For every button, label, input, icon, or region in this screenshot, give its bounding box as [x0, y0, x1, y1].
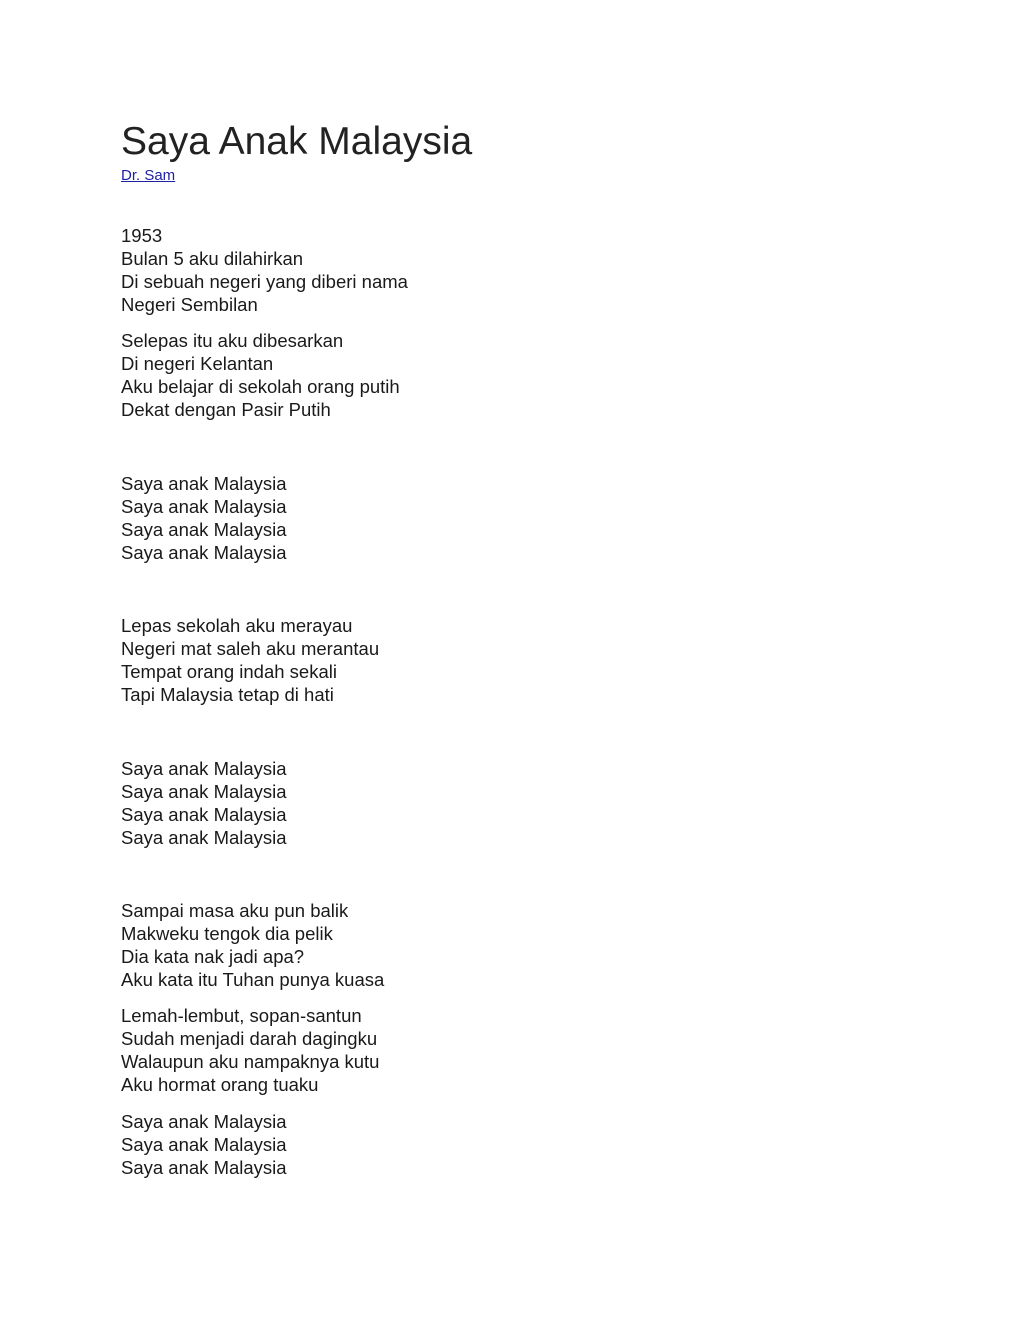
lyric-line: Tempat orang indah sekali: [121, 661, 337, 682]
lyric-line: Saya anak Malaysia: [121, 542, 287, 563]
lyric-line: Saya anak Malaysia: [121, 827, 287, 848]
stanza-8: [121, 1110, 287, 1179]
lyric-line: Saya anak Malaysia: [121, 519, 287, 540]
lyric-line: Saya anak Malaysia: [121, 1111, 287, 1132]
lyric-line: Lepas sekolah aku merayau: [121, 615, 353, 636]
stanza-6: [121, 899, 384, 991]
lyric-line: Walaupun aku nampaknya kutu: [121, 1051, 380, 1072]
lyric-line: Negeri mat saleh aku merantau: [121, 638, 380, 659]
lyric-line: Aku kata itu Tuhan punya kuasa: [121, 969, 385, 990]
lyric-line: Makweku tengok dia pelik: [121, 923, 333, 944]
lyric-line: Aku belajar di sekolah orang putih: [121, 376, 400, 397]
lyric-line: Dia kata nak jadi apa?: [121, 946, 305, 967]
lyric-line: Saya anak Malaysia: [121, 804, 287, 825]
lyric-line: Negeri Sembilan: [121, 294, 258, 315]
lyric-line: Selepas itu aku dibesarkan: [121, 330, 344, 351]
lyric-line: Saya anak Malaysia: [121, 1134, 287, 1155]
lyric-line: Saya anak Malaysia: [121, 496, 287, 517]
lyric-line: Aku hormat orang tuaku: [121, 1074, 319, 1095]
stanza-7: [121, 1004, 379, 1096]
lyric-line: Tapi Malaysia tetap di hati: [121, 684, 334, 705]
page-title: Saya Anak Malaysia: [121, 120, 473, 163]
stanza-1: [121, 224, 408, 316]
stanza-5: [121, 757, 287, 849]
author-link[interactable]: Dr. Sam: [121, 167, 176, 184]
lyric-line: Saya anak Malaysia: [121, 473, 287, 494]
stanza-2: [121, 329, 400, 421]
lyric-line: Di sebuah negeri yang diberi nama: [121, 271, 408, 292]
lyric-line: Saya anak Malaysia: [121, 758, 287, 779]
lyric-line: Di negeri Kelantan: [121, 353, 274, 374]
stanza-3: [121, 472, 287, 564]
lyric-line: Saya anak Malaysia: [121, 781, 287, 802]
lyric-line: Saya anak Malaysia: [121, 1157, 287, 1178]
lyric-line: 1953: [121, 225, 163, 246]
lyric-line: Sampai masa aku pun balik: [121, 900, 349, 921]
lyric-line: Dekat dengan Pasir Putih: [121, 399, 331, 420]
lyric-line: Sudah menjadi darah dagingku: [121, 1028, 378, 1049]
stanza-4: [121, 614, 379, 706]
document-page: [121, 118, 901, 1178]
lyric-line: Bulan 5 aku dilahirkan: [121, 248, 304, 269]
lyric-line: Lemah-lembut, sopan-santun: [121, 1005, 362, 1026]
